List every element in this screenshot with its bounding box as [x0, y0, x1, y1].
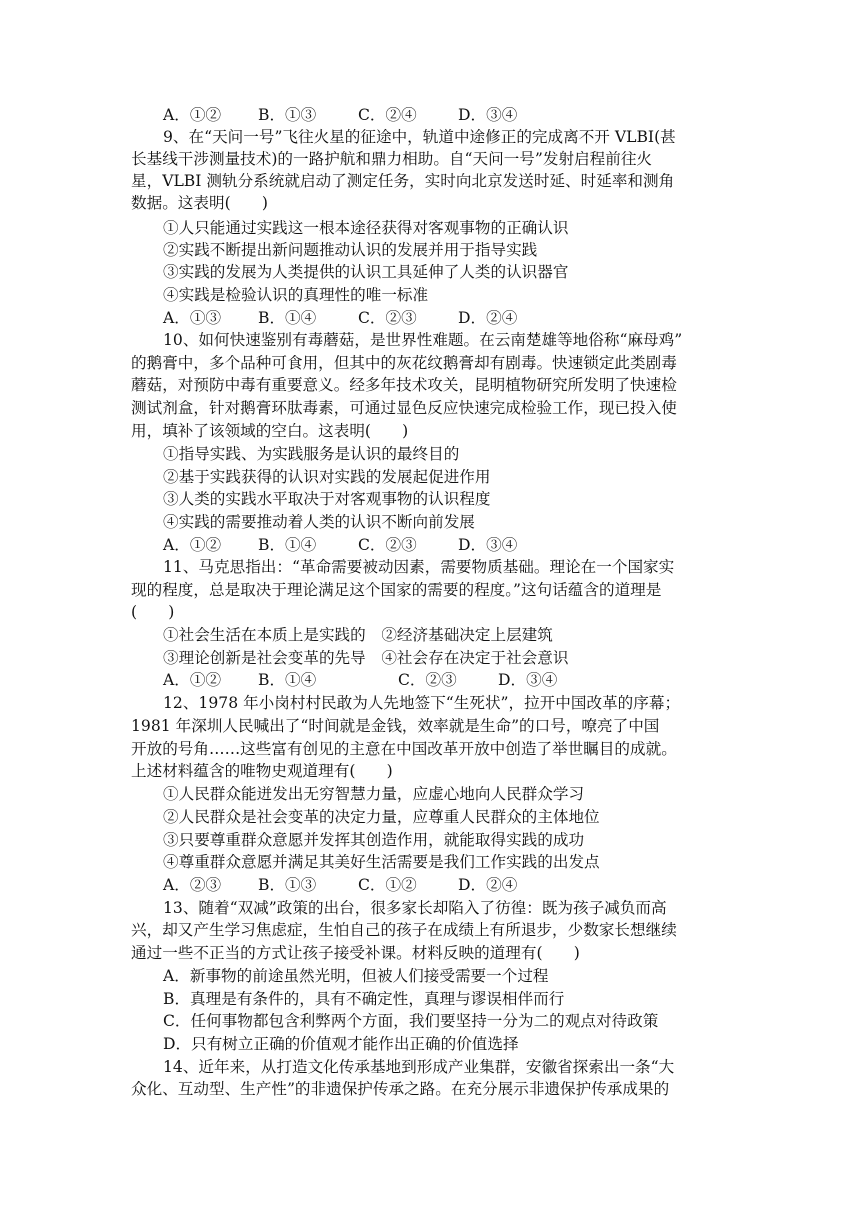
q10-option-c: C．②③: [358, 536, 417, 554]
q11-option-c: C．②③: [398, 671, 457, 689]
q10-statement-3: ③人类的实践水平取决于对客观事物的认识程度: [163, 490, 491, 508]
q9-option-d: D．②④: [458, 309, 518, 327]
q9-stem-line: 星，VLBI 测轨分系统就启动了测定任务，实时向北京发送时延、时延率和测角: [131, 172, 675, 190]
q12-statement-1: ①人民群众能迸发出无穷智慧力量，应虚心地向人民群众学习: [163, 785, 585, 803]
q9-option-a: A．①③: [163, 309, 222, 327]
q12-option-b: B．①③: [258, 876, 317, 894]
q11-answer-row: [163, 669, 557, 691]
q11-option-a: A．①②: [163, 671, 222, 689]
q13-option-c: C．任何事物都包含利弊两个方面，我们要坚持一分为二的观点对待政策: [163, 1012, 659, 1030]
q13-stem-line: 13、随着“双减”政策的出台，很多家长却陷入了彷徨：既为孩子减负而高: [163, 899, 667, 917]
q9-statement-3: ③实践的发展为人类提供的认识工具延伸了人类的认识器官: [163, 263, 569, 281]
q8-option-a: A．①②: [163, 106, 222, 124]
q12-statement-2: ②人民群众是社会变革的决定力量，应尊重人民群众的主体地位: [163, 808, 600, 826]
q8-option-b: B．①③: [258, 106, 317, 124]
q8-option-d: D．③④: [458, 106, 518, 124]
q12-answer-row: [163, 874, 517, 896]
q9-stem-line: 9、在“天问一号”飞往火星的征途中，轨道中途修正的完成离不开 VLBI(甚: [163, 128, 676, 146]
q12-stem-line: 上述材料蕴含的唯物史观道理有( ): [131, 762, 393, 780]
q10-stem-line: 测试剂盒，针对鹅膏环肽毒素，可通过显色反应快速完成检验工作，现已投入使: [131, 399, 677, 417]
q8-option-c: C．②④: [358, 106, 417, 124]
q10-statement-4: ④实践的需要推动着人类的认识不断向前发展: [163, 513, 475, 531]
q12-statement-3: ③只要尊重群众意愿并发挥其创造作用，就能取得实践的成功: [163, 831, 585, 849]
q13-stem-line: 通过一些不正当的方式让孩子接受补课。材料反映的道理有( ): [131, 944, 580, 962]
q14-stem-line: 众化、互动型、生产性”的非遗保护传承之路。在充分展示非遗保护传承成果的: [131, 1080, 670, 1098]
q12-stem-line: 12、1978 年小岗村村民敢为人先地签下“生死状”，拉开中国改革的序幕；: [163, 694, 681, 712]
q12-stem-line: 开放的号角……这些富有创见的主意在中国改革开放中创造了举世瞩目的成就。: [131, 740, 677, 758]
q9-stem-line: 数据。这表明( ): [131, 194, 268, 212]
q9-answer-row: [163, 307, 517, 329]
q11-statements-row-1: ①社会生活在本质上是实践的 ②经济基础决定上层建筑: [163, 626, 553, 644]
q11-stem-line: ( ): [131, 603, 175, 621]
q14-stem-line: 14、近年来，从打造文化传承基地到形成产业集群，安徽省探索出一条“大: [163, 1058, 675, 1076]
q10-option-d: D．③④: [458, 536, 518, 554]
q12-option-d: D．②④: [458, 876, 518, 894]
q11-stem-line: 11、马克思指出：“革命需要被动因素，需要物质基础。理论在一个国家实: [163, 558, 675, 576]
q12-option-a: A．②③: [163, 876, 222, 894]
q9-statement-2: ②实践不断提出新问题推动认识的发展并用于指导实践: [163, 241, 538, 259]
q9-stem-line: 长基线干涉测量技术)的一路护航和鼎力相助。自“天问一号”发射启程前往火: [131, 150, 653, 168]
q10-stem-line: 蘑菇，对预防中毒有重要意义。经多年技术攻关，昆明植物研究所发明了快速检: [131, 376, 677, 394]
q8-answer-row: [163, 104, 517, 126]
q13-option-d: D．只有树立正确的价值观才能作出正确的价值选择: [163, 1035, 519, 1053]
q11-statements-row-2: ③理论创新是社会变革的先导 ④社会存在决定于社会意识: [163, 649, 569, 667]
q12-stem-line: 1981 年深圳人民喊出了“时间就是金钱，效率就是生命”的口号，嘹亮了中国: [131, 717, 660, 735]
q9-option-b: B．①④: [258, 309, 317, 327]
q10-statement-2: ②基于实践获得的认识对实践的发展起促进作用: [163, 468, 491, 486]
q10-stem-line: 的鹅膏中，多个品种可食用，但其中的灰花纹鹅膏却有剧毒。快速锁定此类剧毒: [131, 354, 677, 372]
q13-option-a: A．新事物的前途虽然光明，但被人们接受需要一个过程: [163, 967, 549, 985]
q10-option-a: A．①②: [163, 536, 222, 554]
q10-answer-row: [163, 534, 517, 556]
q10-stem-line: 用，填补了该领域的空白。这表明( ): [131, 422, 409, 440]
q10-statement-1: ①指导实践、为实践服务是认识的最终目的: [163, 445, 460, 463]
q12-option-c: C．①②: [358, 876, 417, 894]
q13-stem-line: 兴，却又产生学习焦虑症，生怕自己的孩子在成绩上有所退步，少数家长想继续: [131, 921, 677, 939]
q11-stem-line: 现的程度，总是取决于理论满足这个国家的需要的程度。”这句话蕴含的道理是: [131, 581, 662, 599]
q11-option-d: D．③④: [498, 671, 558, 689]
q10-stem-line: 10、如何快速鉴别有毒蘑菇，是世界性难题。在云南楚雄等地俗称“麻母鸡”: [163, 331, 683, 349]
q9-statement-1: ①人只能通过实践这一根本途径获得对客观事物的正确认识: [163, 219, 569, 237]
q9-option-c: C．②③: [358, 309, 417, 327]
q10-option-b: B．①④: [258, 536, 317, 554]
q11-option-b: B．①④: [258, 671, 317, 689]
q13-option-b: B．真理是有条件的，具有不确定性，真理与谬误相伴而行: [163, 990, 565, 1008]
q12-statement-4: ④尊重群众意愿并满足其美好生活需要是我们工作实践的出发点: [163, 853, 600, 871]
q9-statement-4: ④实践是检验认识的真理性的唯一标准: [163, 286, 429, 304]
